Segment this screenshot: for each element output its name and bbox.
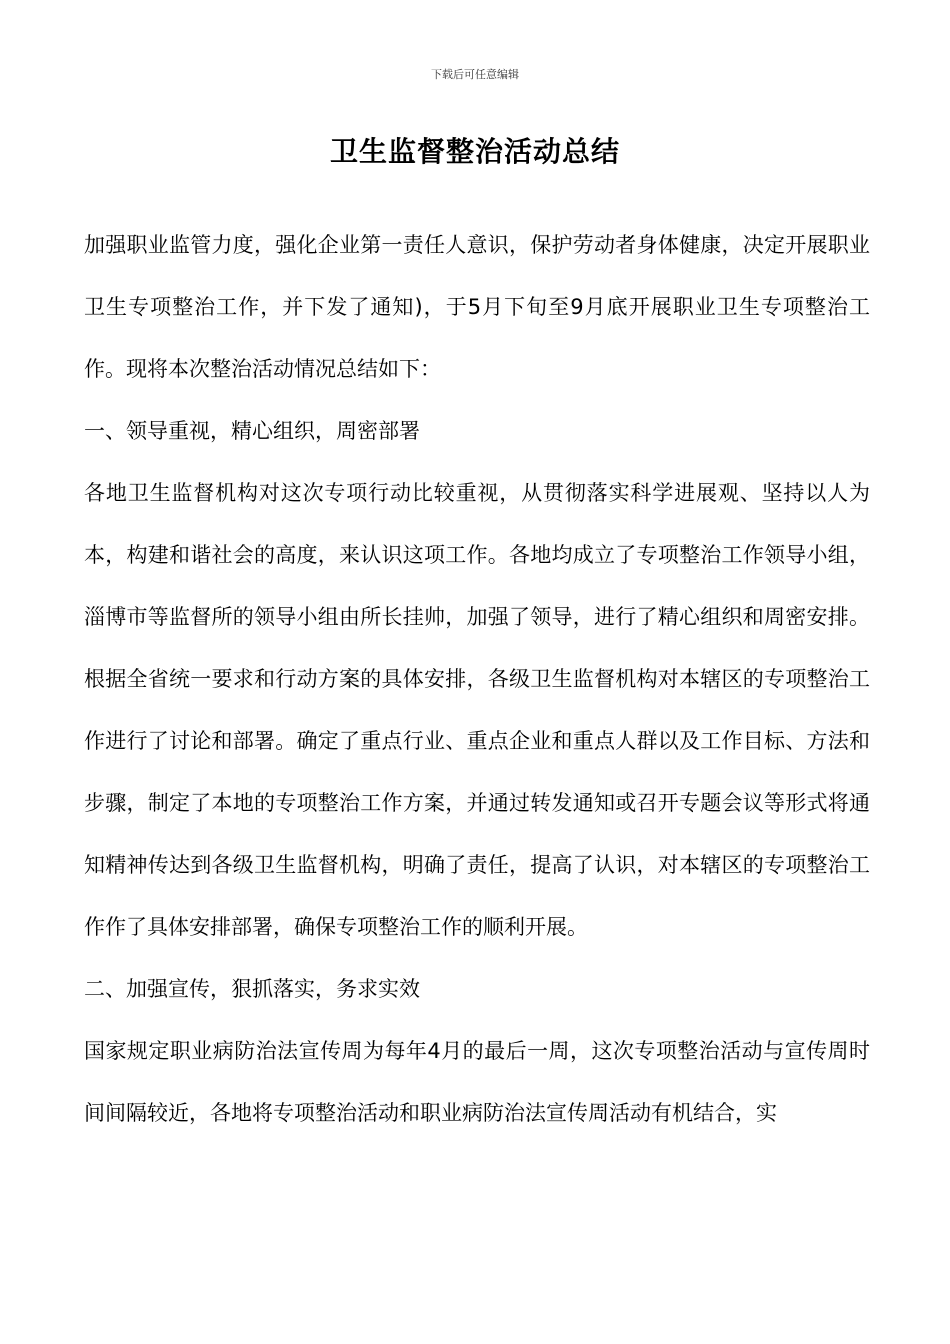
- paragraph-section-1: 各地卫生监督机构对这次专项行动比较重视，从贯彻落实科学进展观、坚持以人为本，构建和谐社会的高度，来认识这项工作。各地均成立了专项整治工作领导小组，淄博市等监督所的领导小组由所长挂帅，加强了领导，进行了精心组织和周密安排。根据全省统一要求和行动方案的具体安排，各级卫生监督机构对本辖区的专项整治工作进行了讨论和部署。确定了重点行业、重点企业和重点人群以及工作目标、方法和步骤，制定了本地的专项整治工作方案，并通过转发通知或召开专题会议等形式将通知精神传达到各级卫生监督机构，明确了责任，提高了认识，对本辖区的专项整治工作作了具体安排部署，确保专项整治工作的顺利开展。: [84, 481, 870, 939]
- paragraph-section-2: 国家规定职业病防治法宣传周为每年4月的最后一周，这次专项整治活动与宣传周时间间隔较近，各地将专项整治活动和职业病防治法宣传周活动有机结合，实: [84, 1039, 870, 1125]
- document-body: [84, 214, 870, 1144]
- paragraph-intro: 加强职业监管力度，强化企业第一责任人意识，保护劳动者身体健康，决定开展职业卫生专项整治工作，并下发了通知)，于5月下旬至9月底开展职业卫生专项整治工作。现将本次整治活动情况总结如下：: [84, 233, 870, 381]
- section-heading-1: 一、领导重视，精心组织，周密部署: [84, 419, 420, 443]
- header-note: 下载后可任意编辑: [431, 68, 519, 81]
- document-title: 卫生监督整治活动总结: [329, 135, 620, 168]
- section-heading-2: 二、加强宣传，狠抓落实，务求实效: [84, 977, 420, 1001]
